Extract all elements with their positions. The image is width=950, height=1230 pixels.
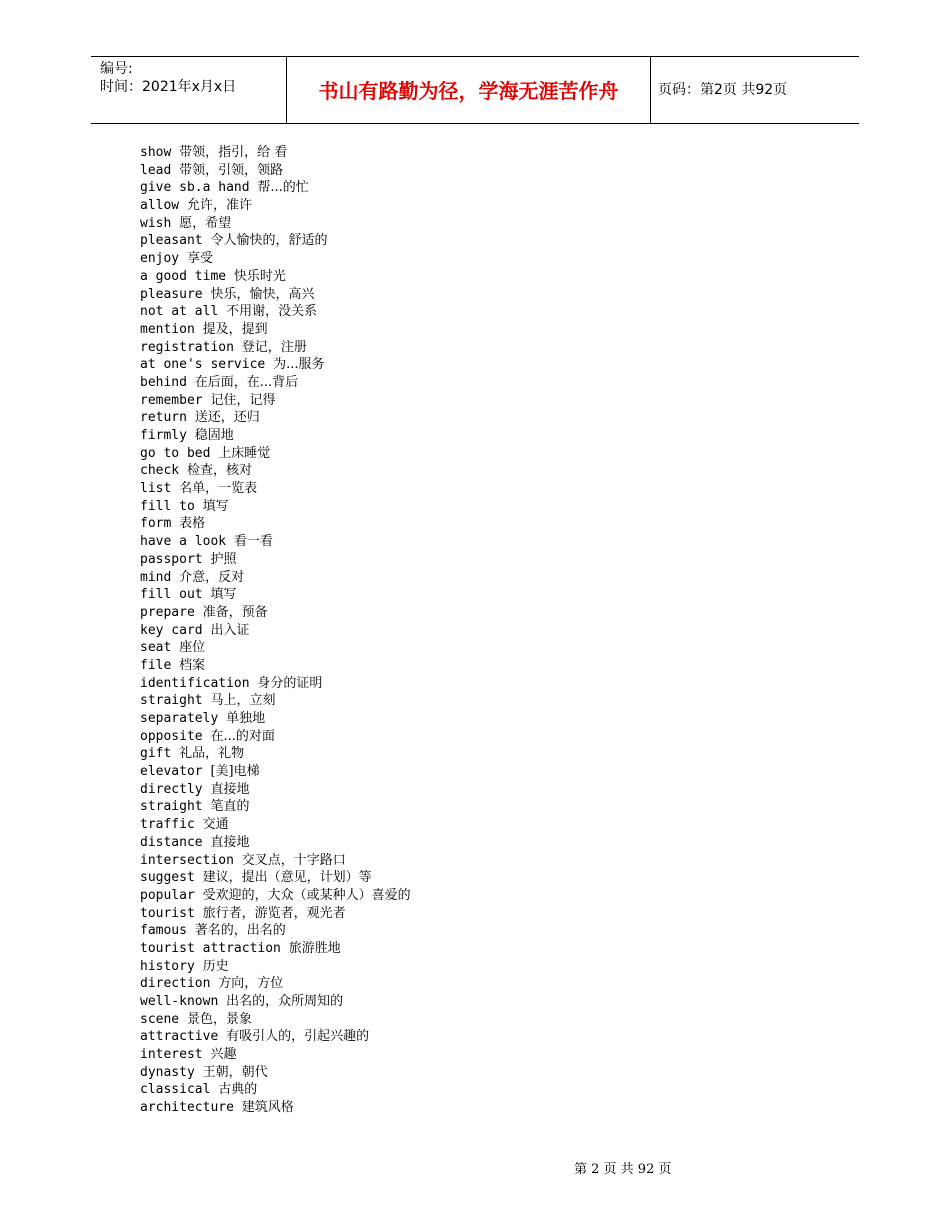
english-term: a good time [140, 268, 227, 284]
chinese-definition: 帮...的忙 [257, 180, 309, 196]
vocabulary-entry [140, 763, 840, 781]
english-term: tourist attraction [140, 940, 281, 956]
vocabulary-entry [140, 515, 840, 533]
chinese-definition: 令人愉快的，舒适的 [210, 233, 328, 249]
english-term: identification [140, 675, 250, 691]
header-meta-cell [91, 57, 286, 123]
vocabulary-entry [140, 356, 840, 374]
english-term: separately [140, 711, 219, 726]
english-term: elevator [140, 764, 203, 780]
vocabulary-entry [140, 1046, 840, 1064]
vocabulary-entry [140, 215, 840, 233]
english-term: gift [140, 746, 172, 762]
vocabulary-entry [140, 905, 840, 923]
chinese-definition: 带领，引领，领路 [179, 162, 284, 178]
english-term: passport [140, 551, 203, 567]
chinese-definition: 王朝，朝代 [202, 1064, 268, 1080]
english-term: file [140, 657, 172, 673]
vocabulary-entry [140, 728, 840, 746]
chinese-definition: 享受 [186, 251, 213, 267]
english-term: famous [140, 923, 187, 939]
english-term: scene [140, 1011, 180, 1027]
page-footer: 第 2 页 共 92 页 [574, 1162, 672, 1177]
vocabulary-entry [140, 1064, 840, 1082]
english-term: traffic [140, 817, 195, 833]
english-term: list [140, 481, 172, 497]
motto-text: 书山有路勤为径，学海无涯苦作舟 [318, 79, 619, 103]
english-term: well-known [140, 994, 219, 1009]
header-page-cell [650, 57, 859, 123]
english-term: seat [140, 640, 172, 656]
english-term: allow [140, 198, 180, 214]
chinese-definition: 出名的，众所周知的 [226, 994, 344, 1009]
vocabulary-entry [140, 445, 840, 463]
chinese-definition: 允许，准许 [186, 198, 252, 214]
vocabulary-entry [140, 816, 840, 834]
chinese-definition: 有吸引人的，引起兴趣的 [226, 1029, 370, 1045]
chinese-definition: 建议，提出（意见，计划）等 [202, 870, 372, 886]
vocabulary-entry [140, 551, 840, 569]
chinese-definition: 带领，指引，给 看 [179, 145, 288, 160]
chinese-definition: 直接地 [210, 781, 250, 797]
vocabulary-entry [140, 268, 840, 286]
english-term: dynasty [140, 1064, 195, 1080]
english-term: pleasure [140, 286, 203, 302]
chinese-definition: 方向，方位 [218, 976, 284, 992]
vocabulary-entry [140, 604, 840, 622]
vocabulary-entry [140, 993, 840, 1011]
english-term: registration [140, 339, 234, 355]
chinese-definition: 介意，反对 [179, 569, 245, 585]
chinese-definition: 检查，核对 [186, 463, 252, 479]
english-term: firmly [140, 428, 187, 443]
english-term: fill out [140, 587, 203, 603]
vocabulary-entry [140, 940, 840, 958]
chinese-definition: 身分的证明 [257, 675, 323, 691]
english-term: check [140, 463, 180, 479]
english-term: not at all [140, 304, 219, 320]
vocabulary-entry [140, 798, 840, 816]
english-term: prepare [140, 604, 195, 620]
chinese-definition: 笔直的 [210, 799, 250, 815]
chinese-definition: 准备，预备 [202, 604, 268, 620]
vocabulary-entry [140, 675, 840, 693]
chinese-definition: 旅游胜地 [288, 940, 341, 956]
vocabulary-entry [140, 1028, 840, 1046]
english-term: history [140, 958, 195, 974]
english-term: architecture [140, 1100, 234, 1116]
vocabulary-entry [140, 586, 840, 604]
english-term: classical [140, 1082, 211, 1098]
chinese-definition: 稳固地 [194, 428, 234, 443]
english-term: wish [140, 215, 172, 231]
english-term: mind [140, 569, 172, 585]
vocabulary-entry [140, 374, 840, 392]
chinese-definition: 出入证 [210, 622, 250, 638]
english-term: tourist [140, 905, 195, 921]
chinese-definition: 著名的，出名的 [194, 923, 286, 939]
english-term: show [140, 145, 172, 160]
chinese-definition: 填写 [202, 498, 229, 514]
vocabulary-entry [140, 622, 840, 640]
chinese-definition: 礼品，礼物 [179, 746, 245, 762]
chinese-definition: 兴趣 [210, 1047, 237, 1063]
english-term: straight [140, 693, 203, 709]
chinese-definition: 历史 [202, 958, 229, 974]
vocabulary-entry [140, 852, 840, 870]
english-term: give sb.a hand [140, 180, 250, 196]
document-header [91, 56, 859, 124]
vocabulary-entry [140, 462, 840, 480]
vocabulary-entry [140, 639, 840, 657]
english-term: interest [140, 1047, 203, 1063]
chinese-definition: 马上，立刻 [210, 693, 276, 709]
vocabulary-entry [140, 1099, 840, 1117]
chinese-definition: 受欢迎的，大众（或某种人）喜爱的 [202, 887, 411, 903]
chinese-definition: 在...的对面 [210, 728, 275, 744]
vocabulary-entry [140, 162, 840, 180]
vocabulary-entry [140, 657, 840, 675]
vocabulary-entry [140, 834, 840, 852]
english-term: behind [140, 374, 187, 390]
vocabulary-entry [140, 250, 840, 268]
english-term: straight [140, 799, 203, 815]
vocabulary-entry [140, 179, 840, 197]
chinese-definition: 景色，景象 [186, 1011, 252, 1027]
vocabulary-entry [140, 144, 840, 162]
english-term: fill to [140, 498, 195, 514]
chinese-definition: 登记，注册 [241, 339, 307, 355]
english-term: suggest [140, 870, 195, 886]
chinese-definition: 护照 [210, 551, 237, 567]
chinese-definition: 快乐时光 [233, 268, 286, 284]
english-term: remember [140, 392, 203, 408]
chinese-definition: 表格 [179, 516, 206, 532]
vocabulary-entry [140, 1081, 840, 1099]
english-term: lead [140, 162, 172, 178]
vocabulary-entry [140, 922, 840, 940]
vocabulary-entry [140, 409, 840, 427]
chinese-definition: 在后面，在...背后 [194, 374, 299, 390]
vocabulary-entry [140, 427, 840, 445]
chinese-definition: 看一看 [233, 534, 273, 550]
vocabulary-entry [140, 869, 840, 887]
chinese-definition: [美]电梯 [210, 764, 260, 780]
english-term: directly [140, 781, 203, 797]
vocabulary-entry [140, 197, 840, 215]
english-term: mention [140, 321, 195, 337]
serial-number-label: 编号: [100, 61, 133, 77]
english-term: at one's service [140, 357, 266, 373]
chinese-definition: 直接地 [210, 834, 250, 850]
vocabulary-entry [140, 710, 840, 728]
english-term: intersection [140, 852, 234, 868]
chinese-definition: 古典的 [218, 1082, 258, 1098]
vocabulary-entry [140, 392, 840, 410]
english-term: return [140, 410, 187, 426]
chinese-definition: 交通 [202, 817, 229, 833]
vocabulary-entry [140, 303, 840, 321]
english-term: have a look [140, 534, 227, 550]
english-term: direction [140, 976, 211, 992]
vocabulary-entry [140, 692, 840, 710]
chinese-definition: 填写 [210, 587, 237, 603]
vocabulary-entry [140, 321, 840, 339]
english-term: form [140, 516, 172, 532]
english-term: distance [140, 834, 203, 850]
english-term: popular [140, 887, 195, 903]
vocabulary-entry [140, 569, 840, 587]
vocabulary-entry [140, 1011, 840, 1029]
vocabulary-entry [140, 745, 840, 763]
date-label: 时间：2021年x月x日 [100, 79, 237, 95]
english-term: attractive [140, 1029, 219, 1045]
chinese-definition: 建筑风格 [241, 1100, 294, 1116]
chinese-definition: 为...服务 [273, 357, 325, 373]
vocabulary-entry [140, 498, 840, 516]
vocabulary-entry [140, 958, 840, 976]
vocabulary-entry [140, 232, 840, 250]
english-term: key card [140, 622, 203, 638]
vocabulary-entry [140, 480, 840, 498]
chinese-definition: 旅行者，游览者，观光者 [202, 905, 346, 921]
chinese-definition: 愿，希望 [179, 215, 232, 231]
vocabulary-entry [140, 781, 840, 799]
english-term: enjoy [140, 251, 180, 267]
chinese-definition: 记住，记得 [210, 392, 276, 408]
english-term: pleasant [140, 233, 203, 249]
chinese-definition: 上床睡觉 [218, 445, 271, 461]
english-term: go to bed [140, 445, 211, 461]
page-info: 页码：第2页 共92页 [658, 82, 788, 98]
header-motto-cell [286, 57, 651, 123]
english-term: opposite [140, 728, 203, 744]
chinese-definition: 档案 [179, 657, 206, 673]
vocabulary-list [140, 144, 840, 1117]
chinese-definition: 快乐，愉快，高兴 [210, 286, 315, 302]
vocabulary-entry [140, 339, 840, 357]
chinese-definition: 提及，提到 [202, 321, 268, 337]
chinese-definition: 送还，还归 [194, 410, 260, 426]
vocabulary-entry [140, 887, 840, 905]
vocabulary-entry [140, 533, 840, 551]
chinese-definition: 不用谢，没关系 [226, 304, 318, 320]
chinese-definition: 座位 [179, 640, 206, 656]
vocabulary-entry [140, 286, 840, 304]
chinese-definition: 单独地 [226, 711, 266, 726]
chinese-definition: 名单，一览表 [179, 481, 258, 497]
chinese-definition: 交叉点，十字路口 [241, 852, 346, 868]
vocabulary-entry [140, 975, 840, 993]
